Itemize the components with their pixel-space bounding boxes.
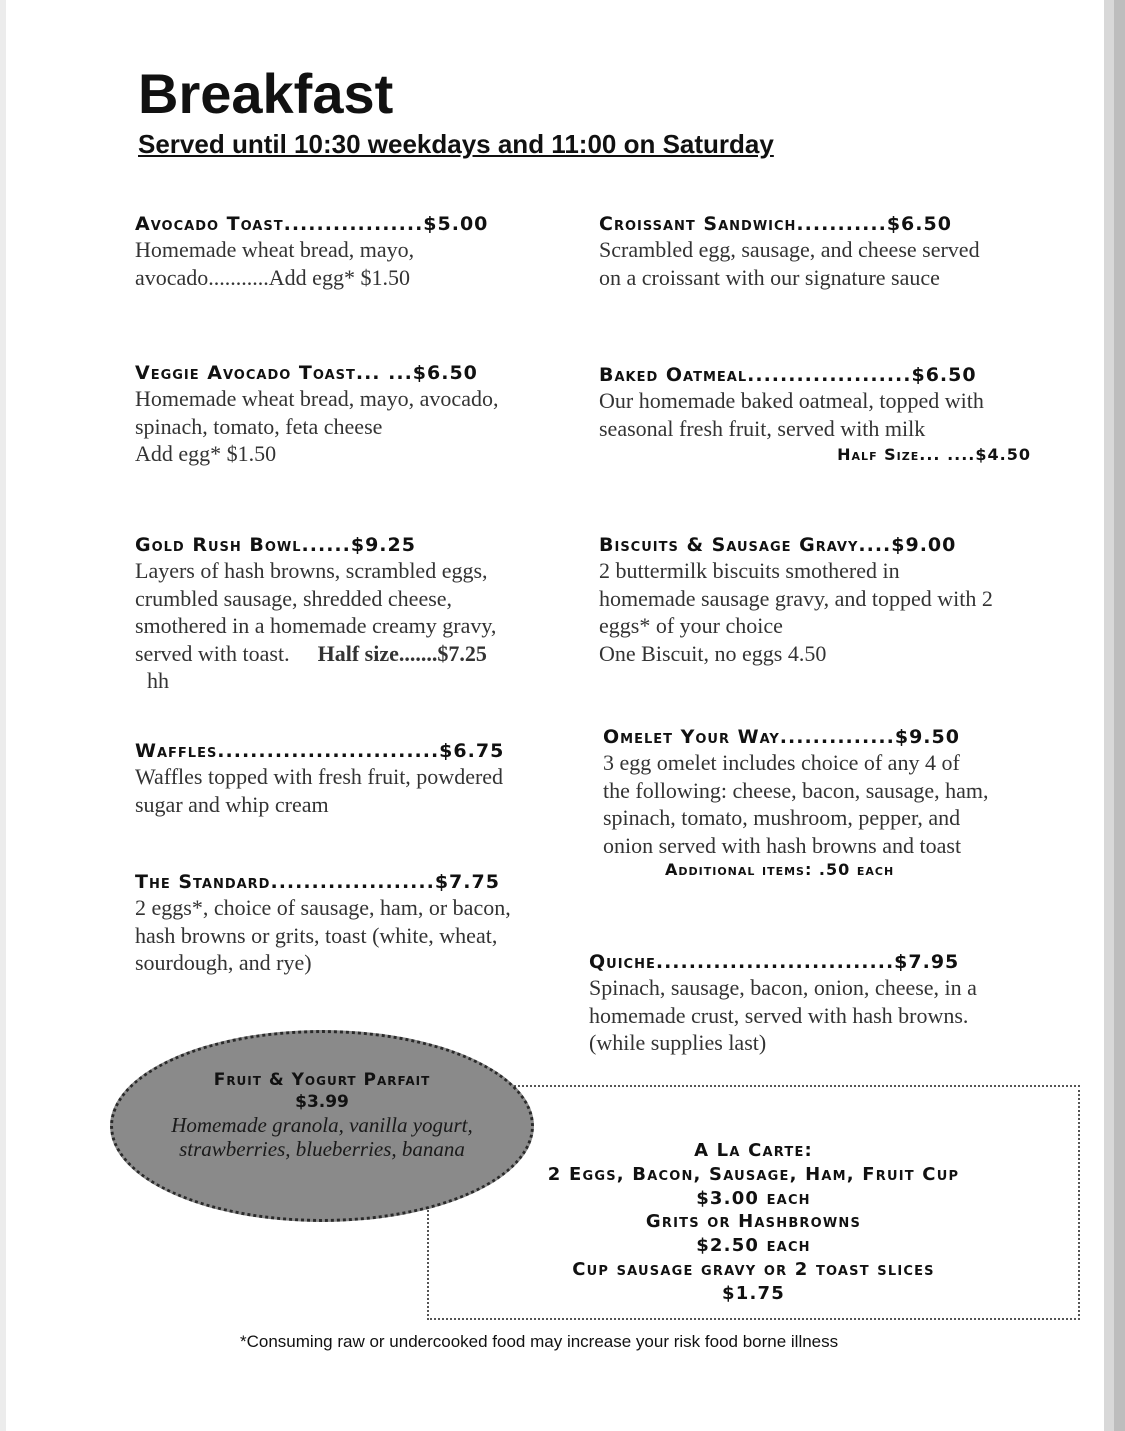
item-half-size: Half Size... ....$4.50	[837, 445, 1031, 464]
menu-item-baked-oatmeal	[599, 363, 1049, 466]
item-description: Our homemade baked oatmeal, topped with seasonal fresh fruit, served with milk	[599, 388, 984, 441]
page-edge-right	[1104, 0, 1114, 1431]
item-description: Scrambled egg, sausage, and cheese served on a croissant with our signature sauce	[599, 237, 980, 290]
parfait-price: $3.99	[295, 1092, 349, 1112]
item-description: Spinach, sausage, bacon, onion, cheese, in a homemade crust, served with hash browns. (while supplies last)	[589, 975, 977, 1055]
stray-text: hh	[147, 668, 169, 693]
menu-subtitle: Served until 10:30 weekdays and 11:00 on Saturday	[138, 129, 774, 159]
parfait-oval	[110, 1030, 534, 1222]
menu-item-avocado-toast	[135, 212, 585, 291]
menu-item-biscuits-gravy	[599, 533, 1049, 667]
a-la-carte-line: Cup sausage gravy or 2 toast slices	[572, 1258, 935, 1280]
item-heading: Omelet Your Way..............$9.50	[603, 726, 960, 748]
item-heading: The Standard....................$7.75	[135, 871, 500, 893]
item-description-text: Layers of hash browns, scrambled eggs, crumbled sausage, shredded cheese, smothered in a homemade creamy gravy, served with toast.	[135, 558, 497, 666]
menu-item-the-standard	[135, 870, 585, 977]
parfait-description-line-2: strawberries, blueberries, banana	[179, 1137, 465, 1161]
parfait-name: Fruit & Yogurt Parfait	[213, 1070, 431, 1090]
menu-item-quiche	[589, 950, 1039, 1057]
a-la-carte-price: $3.00 each	[696, 1187, 811, 1209]
item-heading: Biscuits & Sausage Gravy....$9.00	[599, 534, 957, 556]
page-edge-shadow	[1114, 0, 1125, 1431]
item-heading: Waffles...........................$6.75	[135, 740, 505, 762]
item-half-size: Half size.......$7.25	[317, 640, 487, 666]
menu-item-gold-rush-bowl	[135, 533, 585, 694]
item-heading: Croissant Sandwich...........$6.50	[599, 213, 952, 235]
footnote: *Consuming raw or undercooked food may increase your risk food borne illness	[240, 1332, 839, 1351]
a-la-carte-price: $1.75	[722, 1282, 785, 1304]
item-description	[135, 557, 585, 667]
item-heading: Quiche.............................$7.95	[589, 951, 960, 973]
item-additional-items: Additional items: .50 each	[665, 860, 895, 879]
item-description: Homemade wheat bread, mayo, avocado...........Add egg* $1.50	[135, 237, 415, 290]
item-description: 3 egg omelet includes choice of any 4 of the following: cheese, bacon, sausage, ham, spinach, tomato, mushroom, pepper, and onion served with hash browns and toast	[603, 750, 989, 858]
item-heading: Avocado Toast.................$5.00	[135, 213, 489, 235]
a-la-carte-list	[429, 1139, 1078, 1306]
page-edge-left	[0, 0, 6, 1431]
item-heading: Baked Oatmeal....................$6.50	[599, 364, 977, 386]
a-la-carte-line: 2 Eggs, Bacon, Sausage, Ham, Fruit Cup	[547, 1163, 960, 1185]
menu-item-waffles	[135, 739, 585, 818]
item-description: 2 eggs*, choice of sausage, ham, or bacon, hash browns or grits, toast (white, wheat, sourdough, and rye)	[135, 895, 511, 975]
menu-item-veggie-avocado-toast	[135, 361, 585, 468]
item-description: 2 buttermilk biscuits smothered in homemade sausage gravy, and topped with 2 eggs* of your choice One Biscuit, no eggs 4.50	[599, 558, 993, 666]
item-description: Homemade wheat bread, mayo, avocado, spinach, tomato, feta cheese Add egg* $1.50	[135, 386, 499, 466]
menu-item-omelet	[603, 725, 1053, 881]
a-la-carte-line: Grits or Hashbrowns	[645, 1211, 862, 1233]
parfait-description-line-1: Homemade granola, vanilla yogurt,	[171, 1113, 473, 1137]
a-la-carte-price: $2.50 each	[696, 1235, 811, 1257]
item-heading: Veggie Avocado Toast... ...$6.50	[135, 362, 478, 384]
menu-item-croissant-sandwich	[599, 212, 1049, 291]
a-la-carte-heading: A La Carte:	[694, 1140, 813, 1161]
item-description: Waffles topped with fresh fruit, powdered sugar and whip cream	[135, 764, 504, 817]
item-heading: Gold Rush Bowl......$9.25	[135, 534, 416, 556]
menu-title: Breakfast	[138, 62, 394, 125]
